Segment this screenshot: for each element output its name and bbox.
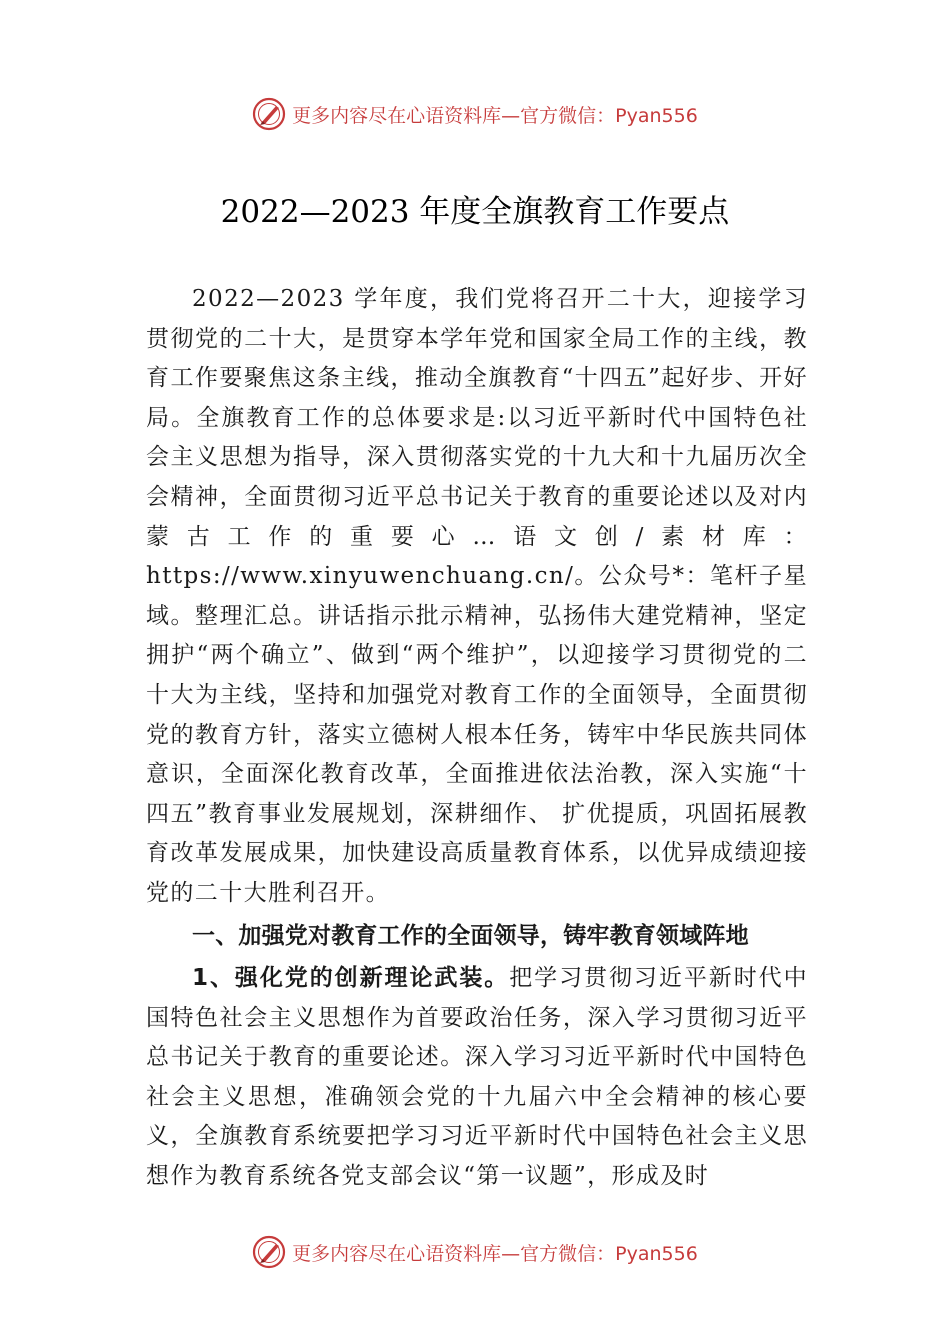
footer-banner: [0, 1232, 950, 1272]
page-title: 2022—2023 年度全旗教育工作要点: [220, 194, 730, 230]
header-banner: [0, 94, 950, 134]
section-heading: 一、加强党对教育工作的全面领导，铸牢教育领域阵地: [192, 922, 749, 949]
item-lead: 1、强化党的创新理论武装。: [192, 965, 510, 992]
document-body: [146, 280, 808, 1197]
brush-logo-icon: [252, 97, 286, 131]
item-body: 把学习贯彻习近平新时代中国特色社会主义思想作为首要政治任务，深入学习贯彻习近平总书记关于教育的重要论述。深入学习习近平新时代中国特色社会主义思想，准确领会党的十九届六中全会精神的核心要义，全旗教育系统要把学习习近平新时代中国特色社会主义思想作为教育系统各党支部会议“第一议题”，形成及时: [146, 965, 808, 1190]
banner-text: 更多内容尽在心语资料库—官方微信：Pyan556: [292, 1242, 698, 1265]
item-paragraph: [146, 959, 808, 1197]
intro-paragraph: 2022—2023 学年度，我们党将召开二十大，迎接学习贯彻党的二十大，是贯穿本学年党和国家全局工作的主线，教育工作要聚焦这条主线，推动全旗教育“十四五”起好步、开好局。全旗教育工作的总体要求是:以习近平新时代中国特色社会主义思想为指导，深入贯彻落实党的十九大和十九届历次全会精神，全面贯彻习近平总书记关于教育的重要论述以及对内蒙古工作的重要心…语文创/素材库：https://www.xinyuwenchuang.cn/。公众号*：笔杆子星域。整理汇总。讲话指示批示精神，弘扬伟大建党精神，坚定拥护“两个确立”、做到“两个维护”，以迎接学习贯彻党的二十大为主线，坚持和加强党对教育工作的全面领导，全面贯彻党的教育方针，落实立德树人根本任务，铸牢中华民族共同体意识，全面深化教育改革，全面推进依法治教，深入实施“十四五”教育事业发展规划，深耕细作、 扩优提质，巩固拓展教育改革发展成果，加快建设高质量教育体系，以优异成绩迎接党的二十大胜利召开。: [146, 286, 808, 906]
brush-logo-icon: [252, 1235, 286, 1269]
banner-text: 更多内容尽在心语资料库—官方微信：Pyan556: [292, 104, 698, 127]
